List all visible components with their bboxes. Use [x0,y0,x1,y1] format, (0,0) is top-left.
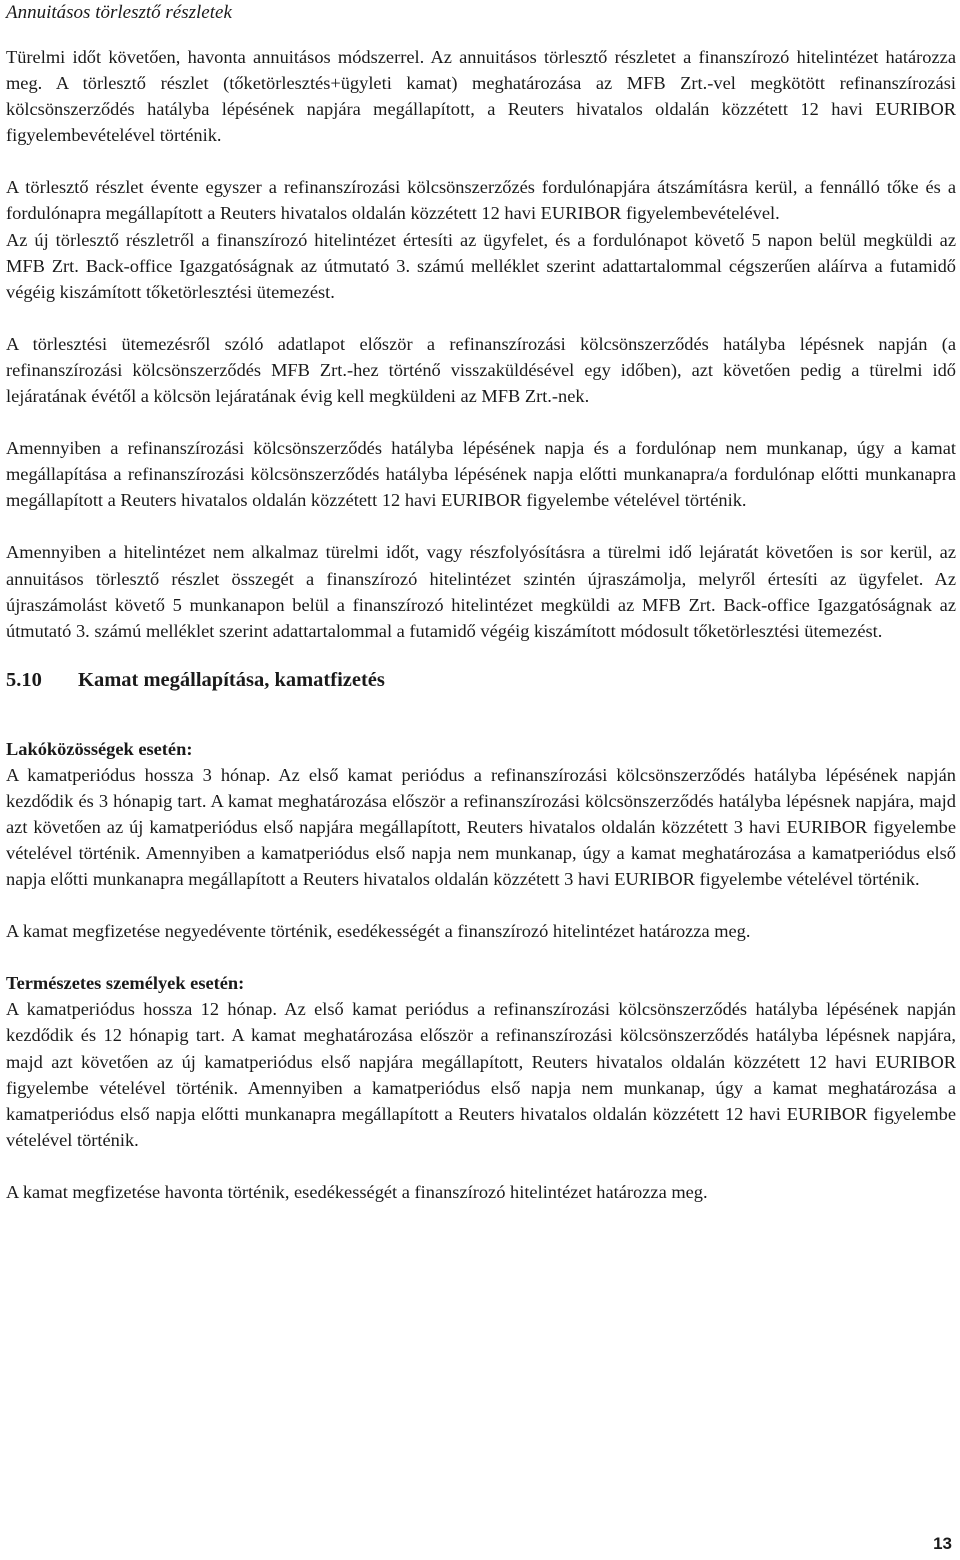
paragraph-lakokozossegek-payment: A kamat megfizetése negyedévente történik, esedékességét a finanszírozó hitelintézet határozza meg. [6,921,751,942]
paragraph-schedule-datasheet: A törlesztési ütemezésről szóló adatlapot először a refinanszírozási kölcsönszerződés hatályba lépésnek napján (a refinanszírozási kölcsönszerződés MFB Zrt.-hez történő visszaküldésével egy időben), azt követően pedig a türelmi idő lejáratának évétől a kölcsön lejáratának évig kell megküldeni az MFB Zrt.-nek. [6,333,956,407]
section-heading [6,666,956,694]
paragraph-non-working-day: Amennyiben a refinanszírozási kölcsönszerződés hatályba lépésének napja és a fordulónap nem munkanap, úgy a kamat megállapítása a refinanszírozási kölcsönszerződés hatályba lépésének napja előtti munkanapra/a fordulónap előtti munkanapra megállapított a Reuters hivatalos oldalán közzétett 12 havi EURIBOR figyelembe vételével történik. [6,438,956,511]
paragraph-termeszetes-payment: A kamat megfizetése havonta történik, esedékességét a finanszírozó hitelintézet határozza meg. [6,1181,708,1202]
section-number: 5.10 [6,668,42,691]
paragraph-annuity-method: Türelmi időt követően, havonta annuitásos módszerrel. Az annuitásos törlesztő részletet a finanszírozó hitelintézet határozza meg. A törlesztő részlet (tőketörlesztés+ügyleti kamat) meghatározása az MFB Zrt.-vel megkötött refinanszírozási kölcsönszerződés hatályba lépésének napjára megállapított, a Reuters hivatalos oldalán közzétett 12 havi EURIBOR figyelembevételével történik. [6,47,956,146]
paragraph-termeszetes-body: A kamatperiódus hossza 12 hónap. Az első kamat periódus a refinanszírozási kölcsönszerződés hatályba lépésének napján kezdődik és 12 hónapig tart. A kamat meghatározása először a refinanszírozási kölcsönszerződés hatályba lépésnek napjára, majd azt követően az új kamatperiódus első napjára megállapított, Reuters hivatalos oldalán közzétett 12 havi EURIBOR figyelembe vételével történik. Amennyiben a kamatperiódus első napja nem munkanap, úgy a kamat meghatározása a kamatperiódus első napja előtti munkanapra megállapított a Reuters hivatalos oldalán közzétett 12 havi EURIBOR figyelembe vételével történik. [6,999,956,1150]
section-title: Kamat megállapítása, kamatfizetés [78,668,385,691]
document-page [6,0,956,1205]
paragraph-no-grace-period: Amennyiben a hitelintézet nem alkalmaz türelmi időt, vagy részfolyósításra a türelmi idő lejáratát követően is sor kerül, az annuitásos törlesztő részlet összegét a finanszírozó hitelintézet szintén újraszámolja, melyről értesíti az ügyfelet. Az újraszámolást követő 5 munkanapon belül a finanszírozó hitelintézet megküldi az MFB Zrt. Back-office Igazgatóságnak az útmutató 3. számú melléklet szerint adattartalommal a futamidő végéig kiszámított módosult tőketörlesztési ütemezést. [6,542,956,641]
paragraph-recalculation: A törlesztő részlet évente egyszer a refinanszírozási kölcsönszerzőzés fordulónapjára átszámításra kerül, a fennálló tőke és a fordulónapra megállapított a Reuters hivatalos oldalán közzétett 12 havi EURIBOR figyelembevételével. [6,177,956,224]
paragraph-notification: Az új törlesztő részletről a finanszírozó hitelintézet értesíti az ügyfelet, és a fordulónapot követő 5 napon belül megküldi az MFB Zrt. Back-office Igazgatóságnak az útmutató 3. számú melléklet szerint adattartalommal cégszerűen aláírva a futamidő végéig kiszámított tőketörlesztési ütemezést. [6,229,956,302]
subheading-lakokozossegek: Lakóközösségek esetén: [6,738,193,759]
page-number: 13 [933,1534,952,1553]
subheading-termeszetes: Természetes személyek esetén: [6,973,245,994]
italic-subheading: Annuitásos törlesztő részletek [6,2,232,23]
paragraph-lakokozossegek-body: A kamatperiódus hossza 3 hónap. Az első kamat periódus a refinanszírozási kölcsönszerződés hatályba lépésének napján kezdődik és 3 hónapig tart. A kamat meghatározása először a refinanszírozási kölcsönszerződés hatályba lépésnek napjára, majd azt követően az új kamatperiódus első napjára megállapított, Reuters hivatalos oldalán közzétett 3 havi EURIBOR figyelembe vételével történik. Amennyiben a kamatperiódus első napja nem munkanap, úgy a kamat meghatározása a kamatperiódus első napja előtti munkanapra megállapított a Reuters hivatalos oldalán közzétett 3 havi EURIBOR figyelembe vételével történik. [6,764,956,890]
